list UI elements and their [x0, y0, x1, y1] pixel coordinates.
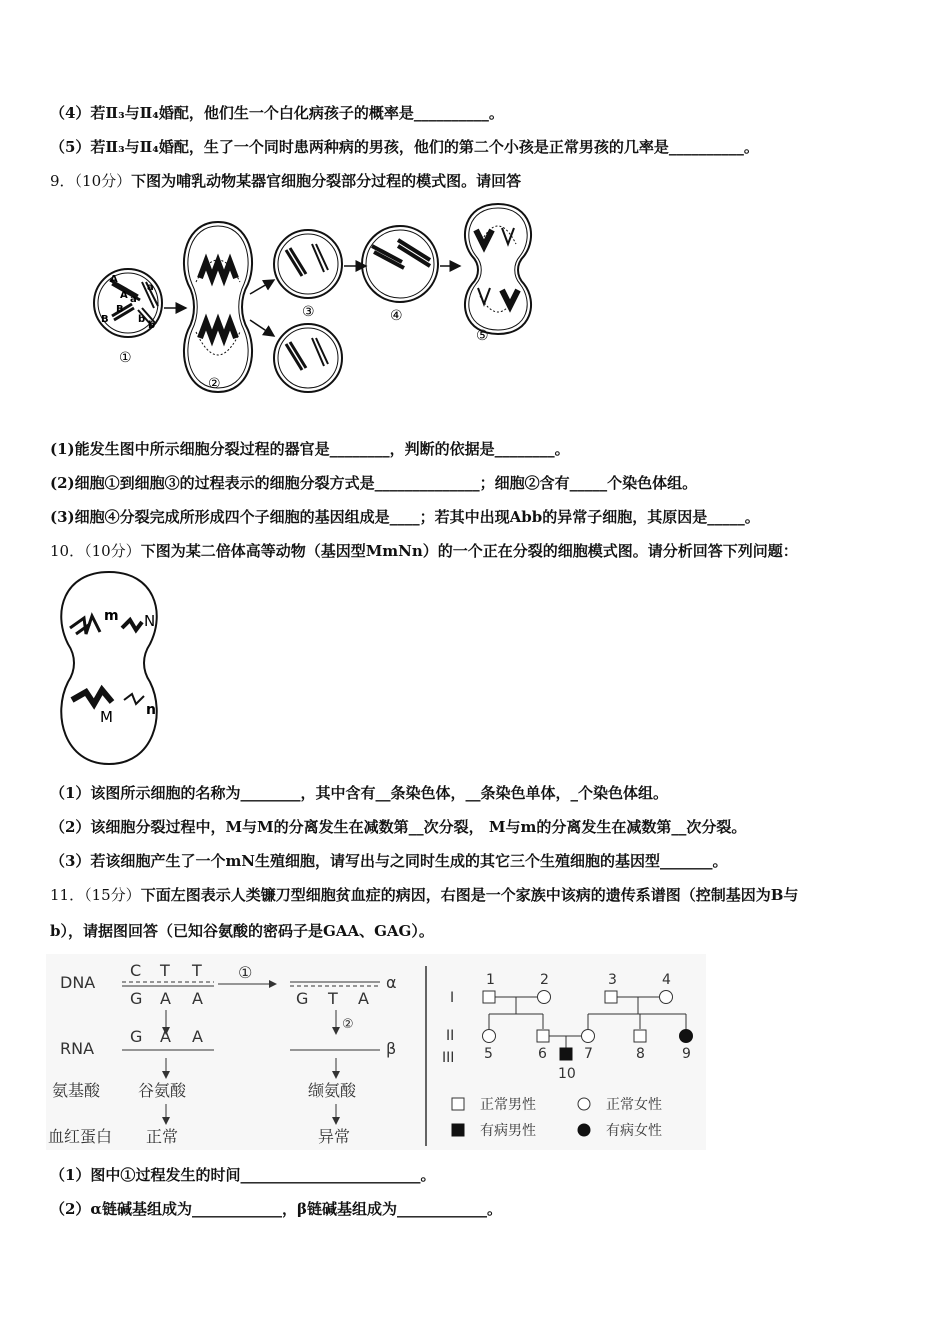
individual-4	[660, 991, 673, 1004]
legend-affected-female: 有病女性	[606, 1123, 662, 1139]
q9-sub3: (3)细胞④分裂完成所形成四个子细胞的基因组成是____；若其中出现Abb的异常子细胞，其原因是_____。	[50, 508, 760, 526]
label-cell-4: ④	[390, 308, 403, 324]
aa-mutant: 缬氨酸	[308, 1081, 357, 1100]
q9-stem: 下图为哺乳动物某器官细胞分裂部分过程的模式图。请回答	[131, 172, 522, 190]
q11-sub1: （1）图中①过程发生的时间________________________。	[50, 1166, 436, 1184]
id-5: 5	[484, 1046, 493, 1062]
bottom-base-3: A	[192, 989, 203, 1008]
q10-sub1: （1）该图所示细胞的名称为________，其中含有__条染色体，__条染色单体，_个染色体组。	[50, 784, 668, 802]
q8-sub4: （4）若Ⅱ₃与Ⅱ₄婚配，他们生一个白化病孩子的概率是__________。	[50, 104, 504, 122]
cell-1	[94, 269, 162, 366]
gen-III: III	[442, 1050, 455, 1066]
legend-normal-female-icon	[578, 1098, 590, 1110]
bottom-base-2: A	[160, 989, 171, 1008]
q10-number: 10．	[50, 542, 85, 560]
q11-sub2: （2）α链碱基组成为____________，β链碱基组成为____________。	[50, 1200, 502, 1218]
legend-normal-female: 正常女性	[606, 1097, 662, 1113]
individual-2	[538, 991, 551, 1004]
label-N: N	[144, 612, 156, 630]
individual-7	[582, 1030, 595, 1043]
q9-sub1: (1)能发生图中所示细胞分裂过程的器官是________，判断的依据是________。	[50, 440, 570, 458]
id-3: 3	[608, 972, 617, 988]
q8-sub5: （5）若Ⅱ₃与Ⅱ₄婚配，生了一个同时患两种病的男孩，他们的第二个小孩是正常男孩的几率是__________。	[50, 138, 759, 156]
bottom-base-1: G	[130, 989, 143, 1008]
q10-stem: 下图为某二倍体高等动物（基因型MmNn）的一个正在分裂的细胞模式图。请分析回答下列问题：	[140, 542, 798, 560]
id-7: 7	[584, 1046, 593, 1062]
label-M: M	[100, 708, 113, 726]
id-1: 1	[486, 972, 495, 988]
cell-5	[465, 204, 531, 344]
id-2: 2	[540, 972, 549, 988]
label-cell-1: ①	[119, 350, 132, 366]
gen-I: I	[450, 990, 455, 1006]
q11-figure	[46, 954, 706, 1150]
allele-B2: B	[116, 304, 124, 315]
step-1: ①	[238, 963, 253, 982]
q10-header	[50, 540, 798, 562]
legend-affected-male-icon	[452, 1124, 464, 1136]
label-m: m	[104, 608, 119, 624]
individual-1	[483, 991, 495, 1003]
id-10: 10	[558, 1066, 576, 1082]
gen-II: II	[446, 1028, 455, 1044]
rna-base-3: A	[192, 1027, 203, 1046]
q11-stem-line1: 下面左图表示人类镰刀型细胞贫血症的病因，右图是一个家族中该病的遗传系谱图（控制基因为B与	[140, 886, 799, 904]
allele-b2: b	[148, 320, 156, 331]
individual-8	[634, 1030, 646, 1042]
individual-3	[605, 991, 617, 1003]
hb-normal: 正常	[146, 1127, 179, 1146]
allele-b1: b	[138, 314, 146, 325]
individual-5	[483, 1030, 496, 1043]
row-rna-label: RNA	[60, 1039, 95, 1058]
q11-points: （15分）	[84, 886, 141, 904]
label-cell-3: ③	[302, 304, 315, 320]
q10-sub2: （2）该细胞分裂过程中，M与M的分离发生在减数第__次分裂， M与m的分离发生在减数第__次分裂。	[50, 818, 747, 836]
allele-a2: a	[130, 294, 137, 305]
cell-3	[274, 230, 342, 320]
label-cell-5: ⑤	[476, 328, 489, 344]
step-2: ②	[342, 1017, 354, 1032]
id-9: 9	[682, 1046, 691, 1062]
individual-9	[680, 1030, 693, 1043]
q11-number: 11．	[50, 886, 85, 904]
legend-affected-male: 有病男性	[480, 1123, 536, 1139]
allele-A1: A	[110, 274, 118, 285]
q11-stem-line2: b），请据图回答（已知谷氨酸的密码子是GAA、GAG）。	[50, 922, 434, 940]
row-hb-label: 血红蛋白	[48, 1127, 113, 1146]
individual-10	[560, 1048, 572, 1060]
q9-cell-division-figure	[88, 198, 548, 398]
cell-3b	[274, 324, 342, 392]
hb-abnormal: 异常	[318, 1127, 351, 1146]
q9-points: （10分）	[74, 172, 132, 190]
q10-sub3: （3）若该细胞产生了一个mN生殖细胞，请写出与之同时生成的其它三个生殖细胞的基因型_______。	[50, 852, 728, 870]
top-base-2: T	[160, 961, 170, 980]
id-6: 6	[538, 1046, 547, 1062]
mut-base-3: A	[358, 989, 369, 1008]
id-8: 8	[636, 1046, 645, 1062]
aa-normal: 谷氨酸	[138, 1081, 187, 1100]
alpha-label: α	[386, 973, 397, 992]
top-base-3: T	[192, 961, 202, 980]
q9-header	[50, 170, 521, 192]
q10-points: （10分）	[84, 542, 141, 560]
label-cell-2: ②	[208, 376, 221, 392]
rna-base-1: G	[130, 1027, 143, 1046]
rna-base-2: A	[160, 1027, 171, 1046]
row-dna-label: DNA	[60, 973, 96, 992]
cell-4	[362, 226, 438, 324]
legend-affected-female-icon	[578, 1124, 590, 1136]
beta-label: β	[386, 1039, 397, 1058]
allele-B1: B	[101, 314, 109, 325]
q9-number: 9．	[50, 172, 75, 190]
label-n: n	[146, 702, 156, 718]
q11-header	[50, 884, 798, 906]
row-aa-label: 氨基酸	[52, 1081, 101, 1100]
allele-a1: a	[147, 282, 154, 293]
legend-normal-male: 正常男性	[480, 1097, 536, 1113]
individual-6	[537, 1030, 549, 1042]
q9-sub2: (2)细胞①到细胞③的过程表示的细胞分裂方式是______________；细胞②含有_____个染色体组。	[50, 474, 698, 492]
legend-normal-male-icon	[452, 1098, 464, 1110]
top-base-1: C	[130, 961, 142, 980]
mut-base-1: G	[296, 989, 309, 1008]
q10-cell-figure	[46, 568, 172, 768]
allele-A2: A	[120, 290, 128, 301]
cell-2	[184, 222, 252, 392]
mut-base-2: T	[328, 989, 338, 1008]
id-4: 4	[662, 972, 671, 988]
